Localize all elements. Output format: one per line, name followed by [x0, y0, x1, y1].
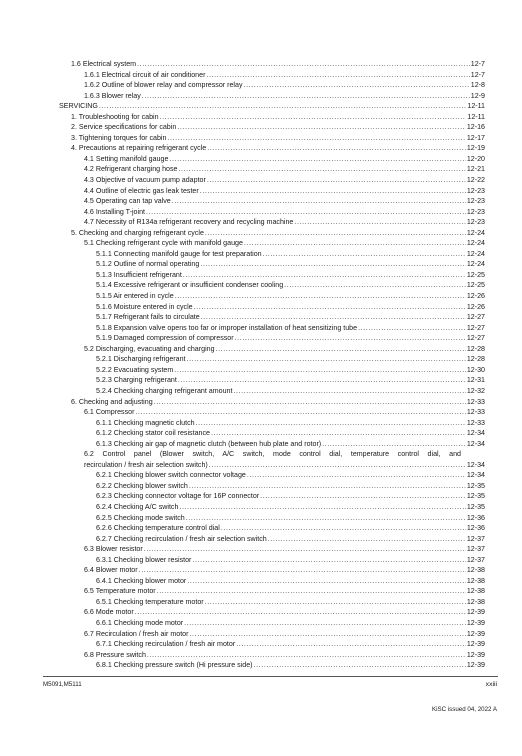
toc-entry-page: 12-19	[466, 144, 485, 153]
toc-entry-title: 6.4.1 Checking blower motor	[96, 576, 187, 585]
toc-entry-page: 12-38	[466, 576, 485, 585]
toc-entry[interactable]	[59, 629, 485, 640]
toc-entry[interactable]	[59, 354, 485, 365]
toc-entry-title: 5.2.4 Checking charging refrigerant amount	[96, 386, 233, 395]
toc-entry-page: 12-24	[466, 249, 485, 258]
toc-entry-title: SERVICING	[59, 102, 98, 111]
toc-entry-title: 6.2.4 Checking A/C switch	[96, 502, 179, 511]
dot-leader	[284, 280, 466, 291]
toc-entry-page: 12-27	[466, 323, 485, 332]
toc-entry-page: 12-38	[466, 597, 485, 606]
toc-entry[interactable]	[59, 238, 485, 249]
dot-leader	[137, 59, 470, 70]
dot-leader	[207, 143, 466, 154]
dot-leader	[179, 502, 465, 513]
toc-entry-title: 5.1.6 Moisture entered in cycle	[96, 302, 193, 311]
toc-entry-title: 6.2.6 Checking temperature control dial	[96, 524, 220, 533]
toc-entry-title: 4.2 Refrigerant charging hose	[84, 165, 178, 174]
toc-entry-page: 12-27	[466, 334, 485, 343]
toc-entry[interactable]	[59, 428, 485, 439]
toc-entry[interactable]	[59, 280, 485, 291]
toc-entry-title: 1.6.1 Electrical circuit of air conditioner	[84, 70, 206, 79]
toc-entry-title: 6.6 Mode motor	[84, 608, 134, 617]
toc-entry[interactable]	[59, 534, 485, 545]
toc-entry[interactable]	[59, 386, 485, 397]
toc-entry[interactable]	[59, 196, 485, 207]
toc-entry-page: 12-25	[466, 270, 485, 279]
toc-entry[interactable]	[59, 154, 485, 165]
toc-entry-page: 12-39	[466, 618, 485, 627]
toc-entry-title: 3. Tightening torques for cabin	[71, 133, 167, 142]
dot-leader	[172, 196, 466, 207]
issue-stamp: KiSC issued 04, 2022 A	[431, 706, 497, 713]
toc-entry-page: 12-25	[466, 281, 485, 290]
toc-entry[interactable]	[59, 302, 485, 313]
toc-entry-title: 6.5 Temperature motor	[84, 587, 156, 596]
dot-leader	[142, 91, 470, 102]
toc-entry-title: 6.2.2 Checking blower switch	[96, 481, 188, 490]
toc-entry[interactable]	[59, 597, 485, 608]
toc-entry[interactable]	[59, 164, 485, 175]
toc-entry[interactable]	[59, 607, 485, 618]
toc-entry[interactable]	[59, 586, 485, 597]
toc-entry[interactable]	[59, 91, 485, 102]
toc-entry-page: 12-23	[466, 197, 485, 206]
toc-entry-page: 12-39	[466, 608, 485, 617]
toc-entry[interactable]	[59, 217, 485, 228]
toc-entry-page: 12-8	[470, 81, 485, 90]
toc-entry[interactable]	[59, 375, 485, 386]
toc-entry-title: 6.1.1 Checking magnetic clutch	[96, 418, 195, 427]
toc-entry-page: 12-34	[466, 460, 485, 469]
toc-entry-title: 6.1.3 Checking air gap of magnetic clutch (between hub plate and rotor)	[96, 439, 322, 448]
toc-entry-title: 5.1.2 Outline of normal operating	[96, 260, 200, 269]
footer-divider	[43, 676, 498, 677]
toc-entry-title: 5.1 Checking refrigerant cycle with manifold gauge	[84, 239, 243, 248]
dot-leader	[154, 397, 466, 408]
toc-entry-page: 12-36	[466, 513, 485, 522]
toc-entry-page: 12-9	[470, 91, 485, 100]
toc-entry[interactable]	[59, 397, 485, 408]
toc-entry-title: 5.2.2 Evacuating system	[96, 365, 174, 374]
toc-entry[interactable]	[59, 639, 485, 650]
toc-entry-page: 12-16	[466, 123, 485, 132]
dot-leader	[244, 238, 466, 249]
dot-leader	[192, 555, 465, 566]
toc-entry[interactable]	[59, 502, 485, 513]
toc-entry[interactable]	[59, 491, 485, 502]
toc-entry-page: 12-33	[466, 408, 485, 417]
toc-entry-title: 6.2 Control panel (Blower switch, A/C switch, mode control dial, temperature control dial, and	[84, 450, 461, 459]
toc-entry-page: 12-37	[466, 545, 485, 554]
toc-entry[interactable]	[59, 270, 485, 281]
toc-entry-page: 12-20	[466, 154, 485, 163]
toc-entry-title: 6.8.1 Checking pressure switch (Hi pressure side)	[96, 661, 253, 670]
toc-entry-page: 12-38	[466, 587, 485, 596]
toc-entry-page: 12-35	[466, 481, 485, 490]
dot-leader	[235, 333, 466, 344]
toc-entry-title: 6.3 Blower resistor	[84, 545, 143, 554]
toc-entry-title: 4.4 Outline of electric gas leak tester	[84, 186, 199, 195]
toc-entry-page: 12-21	[466, 165, 485, 174]
toc-entry[interactable]	[59, 207, 485, 218]
toc-entry-page: 12-39	[466, 661, 485, 670]
dot-leader	[247, 470, 466, 481]
toc-entry-title: 5.1.8 Expansion valve opens too far or improper installation of heat sensitizing tube	[96, 323, 358, 332]
toc-entry[interactable]	[59, 344, 485, 355]
toc-entry-title: 5.1.5 Air entered in cycle	[96, 292, 174, 301]
toc-entry[interactable]	[59, 143, 485, 154]
toc-entry[interactable]	[59, 555, 485, 566]
toc-entry-page: 12-23	[466, 218, 485, 227]
toc-entry-title: 6.7.1 Checking recirculation / fresh air motor	[96, 640, 236, 649]
toc-entry-title: 5.2 Discharging, evacuating and charging	[84, 344, 215, 353]
toc-entry-page: 12-24	[466, 260, 485, 269]
toc-entry[interactable]	[59, 122, 485, 133]
toc-entry[interactable]	[59, 365, 485, 376]
dot-leader	[206, 70, 469, 81]
dot-leader	[175, 291, 466, 302]
toc-entry-title: 6.8 Pressure switch	[84, 650, 146, 659]
toc-entry-page: 12-38	[466, 566, 485, 575]
toc-entry-title: 5.1.1 Connecting manifold gauge for test preparation	[96, 249, 262, 258]
toc-entry-title: 6.1 Compressor	[84, 408, 135, 417]
toc-entry-title: 6.2.3 Checking connector voltage for 16P connector	[96, 492, 260, 501]
toc-entry[interactable]	[59, 323, 485, 334]
dot-leader	[207, 175, 466, 186]
toc-entry-title: 5.1.4 Excessive refrigerant or insufficient condenser cooling	[96, 281, 284, 290]
toc-entry-page: 12-33	[466, 397, 485, 406]
dot-leader	[196, 418, 466, 429]
toc-entry-page: 12-32	[466, 386, 485, 395]
dot-leader	[236, 639, 466, 650]
toc-entry-title: 6.7 Recirculation / fresh air motor	[84, 629, 189, 638]
dot-leader	[135, 607, 466, 618]
dot-leader	[184, 618, 466, 629]
toc-entry[interactable]	[59, 249, 485, 260]
toc-entry-page: 12-27	[466, 313, 485, 322]
toc-entry-page: 12-22	[466, 176, 485, 185]
toc-entry-page: 12-34	[466, 471, 485, 480]
dot-leader	[178, 164, 465, 175]
toc-entry-page: 12-35	[466, 502, 485, 511]
toc-entry[interactable]	[59, 112, 485, 123]
toc-entry[interactable]	[59, 439, 485, 450]
toc-entry-title: 4.6 Installing T-joint	[84, 207, 145, 216]
toc-entry-page: 12-33	[466, 418, 485, 427]
dot-leader	[221, 523, 466, 534]
toc-entry-title: 1.6.2 Outline of blower relay and compressor relay	[84, 81, 243, 90]
dot-leader	[183, 270, 466, 281]
dot-leader	[146, 207, 466, 218]
dot-leader	[177, 122, 466, 133]
toc-entry-page: 12-11	[467, 112, 485, 121]
toc-entry-title: 5. Checking and charging refrigerant cycle	[71, 228, 204, 237]
toc-entry-title: 6.1.2 Checking stator coil resistance	[96, 429, 210, 438]
toc-entry-page: 12-24	[466, 228, 485, 237]
toc-entry-page: 12-34	[466, 429, 485, 438]
toc-entry-page: 12-30	[466, 365, 485, 374]
toc-entry-page: 12-24	[466, 239, 485, 248]
dot-leader	[167, 133, 465, 144]
dot-leader	[211, 428, 466, 439]
toc-entry-page: 12-17	[466, 133, 485, 142]
toc-entry[interactable]	[59, 312, 485, 323]
dot-leader	[144, 544, 466, 555]
toc-entry-page: 12-7	[470, 70, 485, 79]
toc-entry-title: 6.3.1 Checking blower resistor	[96, 555, 192, 564]
toc-entry[interactable]	[59, 133, 485, 144]
toc-entry-page: 12-31	[466, 376, 485, 385]
dot-leader	[209, 460, 466, 471]
dot-leader	[294, 217, 465, 228]
toc-entry[interactable]	[59, 565, 485, 576]
toc-entry-page: 12-34	[466, 439, 485, 448]
dot-leader	[200, 186, 466, 197]
toc-entry[interactable]	[59, 576, 485, 587]
toc-entry-title: 2. Service specifications for cabin	[71, 123, 177, 132]
dot-leader	[178, 375, 466, 386]
dot-leader	[322, 439, 466, 450]
toc-entry[interactable]	[59, 259, 485, 270]
toc-entry-page: 12-23	[466, 186, 485, 195]
dot-leader	[205, 228, 466, 239]
dot-leader	[169, 154, 465, 165]
dot-leader	[139, 565, 466, 576]
toc-entry-title: 5.1.9 Damaged compression of compressor	[96, 334, 234, 343]
dot-leader	[233, 386, 465, 397]
dot-leader	[201, 312, 466, 323]
toc-entry[interactable]	[59, 618, 485, 629]
toc-entry[interactable]	[59, 407, 485, 418]
toc-entry[interactable]	[59, 70, 485, 81]
toc-entry[interactable]	[59, 175, 485, 186]
toc-entry-page: 12-35	[466, 492, 485, 501]
toc-entry-title: 5.1.7 Refrigerant fails to circulate	[96, 313, 200, 322]
toc-entry-title: 4. Precautions at repairing refrigerant cycle	[71, 144, 207, 153]
toc-entry[interactable]	[59, 418, 485, 429]
toc-entry-title: 6.2.7 Checking recirculation / fresh air selection switch	[96, 534, 267, 543]
toc-entry-title: 5.2.1 Discharging refrigerant	[96, 355, 186, 364]
toc-entry[interactable]	[59, 449, 485, 470]
toc-entry-title: 1.6.3 Blower relay	[84, 91, 141, 100]
toc-entry[interactable]	[59, 481, 485, 492]
toc-entry[interactable]	[59, 101, 485, 112]
dot-leader	[147, 650, 466, 661]
dot-leader	[187, 354, 466, 365]
dot-leader	[244, 80, 470, 91]
toc-entry[interactable]	[59, 660, 485, 671]
dot-leader	[174, 365, 466, 376]
toc-entry[interactable]	[59, 333, 485, 344]
dot-leader	[260, 491, 466, 502]
toc-entry-page: 12-28	[466, 344, 485, 353]
footer-page-number: xxiii	[485, 681, 497, 688]
toc-entry[interactable]	[59, 650, 485, 661]
footer-model-numbers: M5091,M5111	[43, 681, 82, 688]
toc-entry-page: 12-39	[466, 650, 485, 659]
toc-entry-page: 12-26	[466, 302, 485, 311]
dot-leader	[99, 101, 466, 112]
toc-entry-title-continued: recirculation / fresh air selection switch)	[84, 460, 208, 469]
dot-leader	[263, 249, 466, 260]
toc-entry-title: 6.4 Blower motor	[84, 566, 138, 575]
toc-entry-title: 5.1.3 Insufficient refrigerant	[96, 270, 182, 279]
toc-entry[interactable]	[59, 291, 485, 302]
toc-entry-page: 12-7	[470, 60, 485, 68]
dot-leader	[157, 586, 466, 597]
toc-entry-title: 1.6 Electrical system	[71, 60, 137, 68]
toc-entry-title: 6.5.1 Checking temperature motor	[96, 597, 204, 606]
toc-entry-page: 12-37	[466, 555, 485, 564]
toc-entry-title: 4.7 Necessity of R134a refrigerant recovery and recycling machine	[84, 218, 294, 227]
dot-leader	[216, 344, 466, 355]
toc-entry-page: 12-36	[466, 524, 485, 533]
dot-leader	[200, 259, 466, 270]
toc-entry-title: 6.6.1 Checking mode motor	[96, 618, 184, 627]
dot-leader	[194, 302, 466, 313]
toc-entry[interactable]	[59, 470, 485, 481]
toc-entry-title: 6. Checking and adjusting	[71, 397, 153, 406]
dot-leader	[135, 407, 465, 418]
dot-leader	[187, 576, 466, 587]
toc-entry-page: 12-26	[466, 292, 485, 301]
toc-entry[interactable]	[59, 513, 485, 524]
toc-entry-page: 12-28	[466, 355, 485, 364]
toc-entry[interactable]	[59, 186, 485, 197]
dot-leader	[160, 112, 467, 123]
toc-entry[interactable]	[59, 544, 485, 555]
dot-leader	[268, 534, 466, 545]
toc-entry-page: 12-11	[467, 102, 485, 111]
toc-entry-title: 6.2.5 Checking mode switch	[96, 513, 185, 522]
toc-entry-title: 4.5 Operating can tap valve	[84, 197, 171, 206]
table-of-contents	[59, 59, 485, 671]
dot-leader	[358, 323, 466, 334]
dot-leader	[205, 597, 466, 608]
toc-entry-page: 12-23	[466, 207, 485, 216]
toc-entry-title: 6.2.1 Checking blower switch connector voltage	[96, 471, 246, 480]
toc-entry-page: 12-37	[466, 534, 485, 543]
toc-entry-title: 4.3 Objective of vacuum pump adaptor	[84, 176, 206, 185]
toc-entry[interactable]	[59, 80, 485, 91]
toc-entry[interactable]	[59, 523, 485, 534]
dot-leader	[189, 629, 465, 640]
dot-leader	[186, 513, 466, 524]
toc-entry-page: 12-39	[466, 629, 485, 638]
toc-entry-page: 12-39	[466, 640, 485, 649]
toc-entry-title: 4.1 Setting manifold gauge	[84, 154, 169, 163]
toc-entry[interactable]	[59, 59, 485, 70]
toc-entry-title: 1. Troubleshooting for cabin	[71, 112, 159, 121]
toc-entry[interactable]	[59, 228, 485, 239]
dot-leader	[254, 660, 466, 671]
toc-entry-title: 5.2.3 Charging refrigerant	[96, 376, 177, 385]
dot-leader	[189, 481, 466, 492]
